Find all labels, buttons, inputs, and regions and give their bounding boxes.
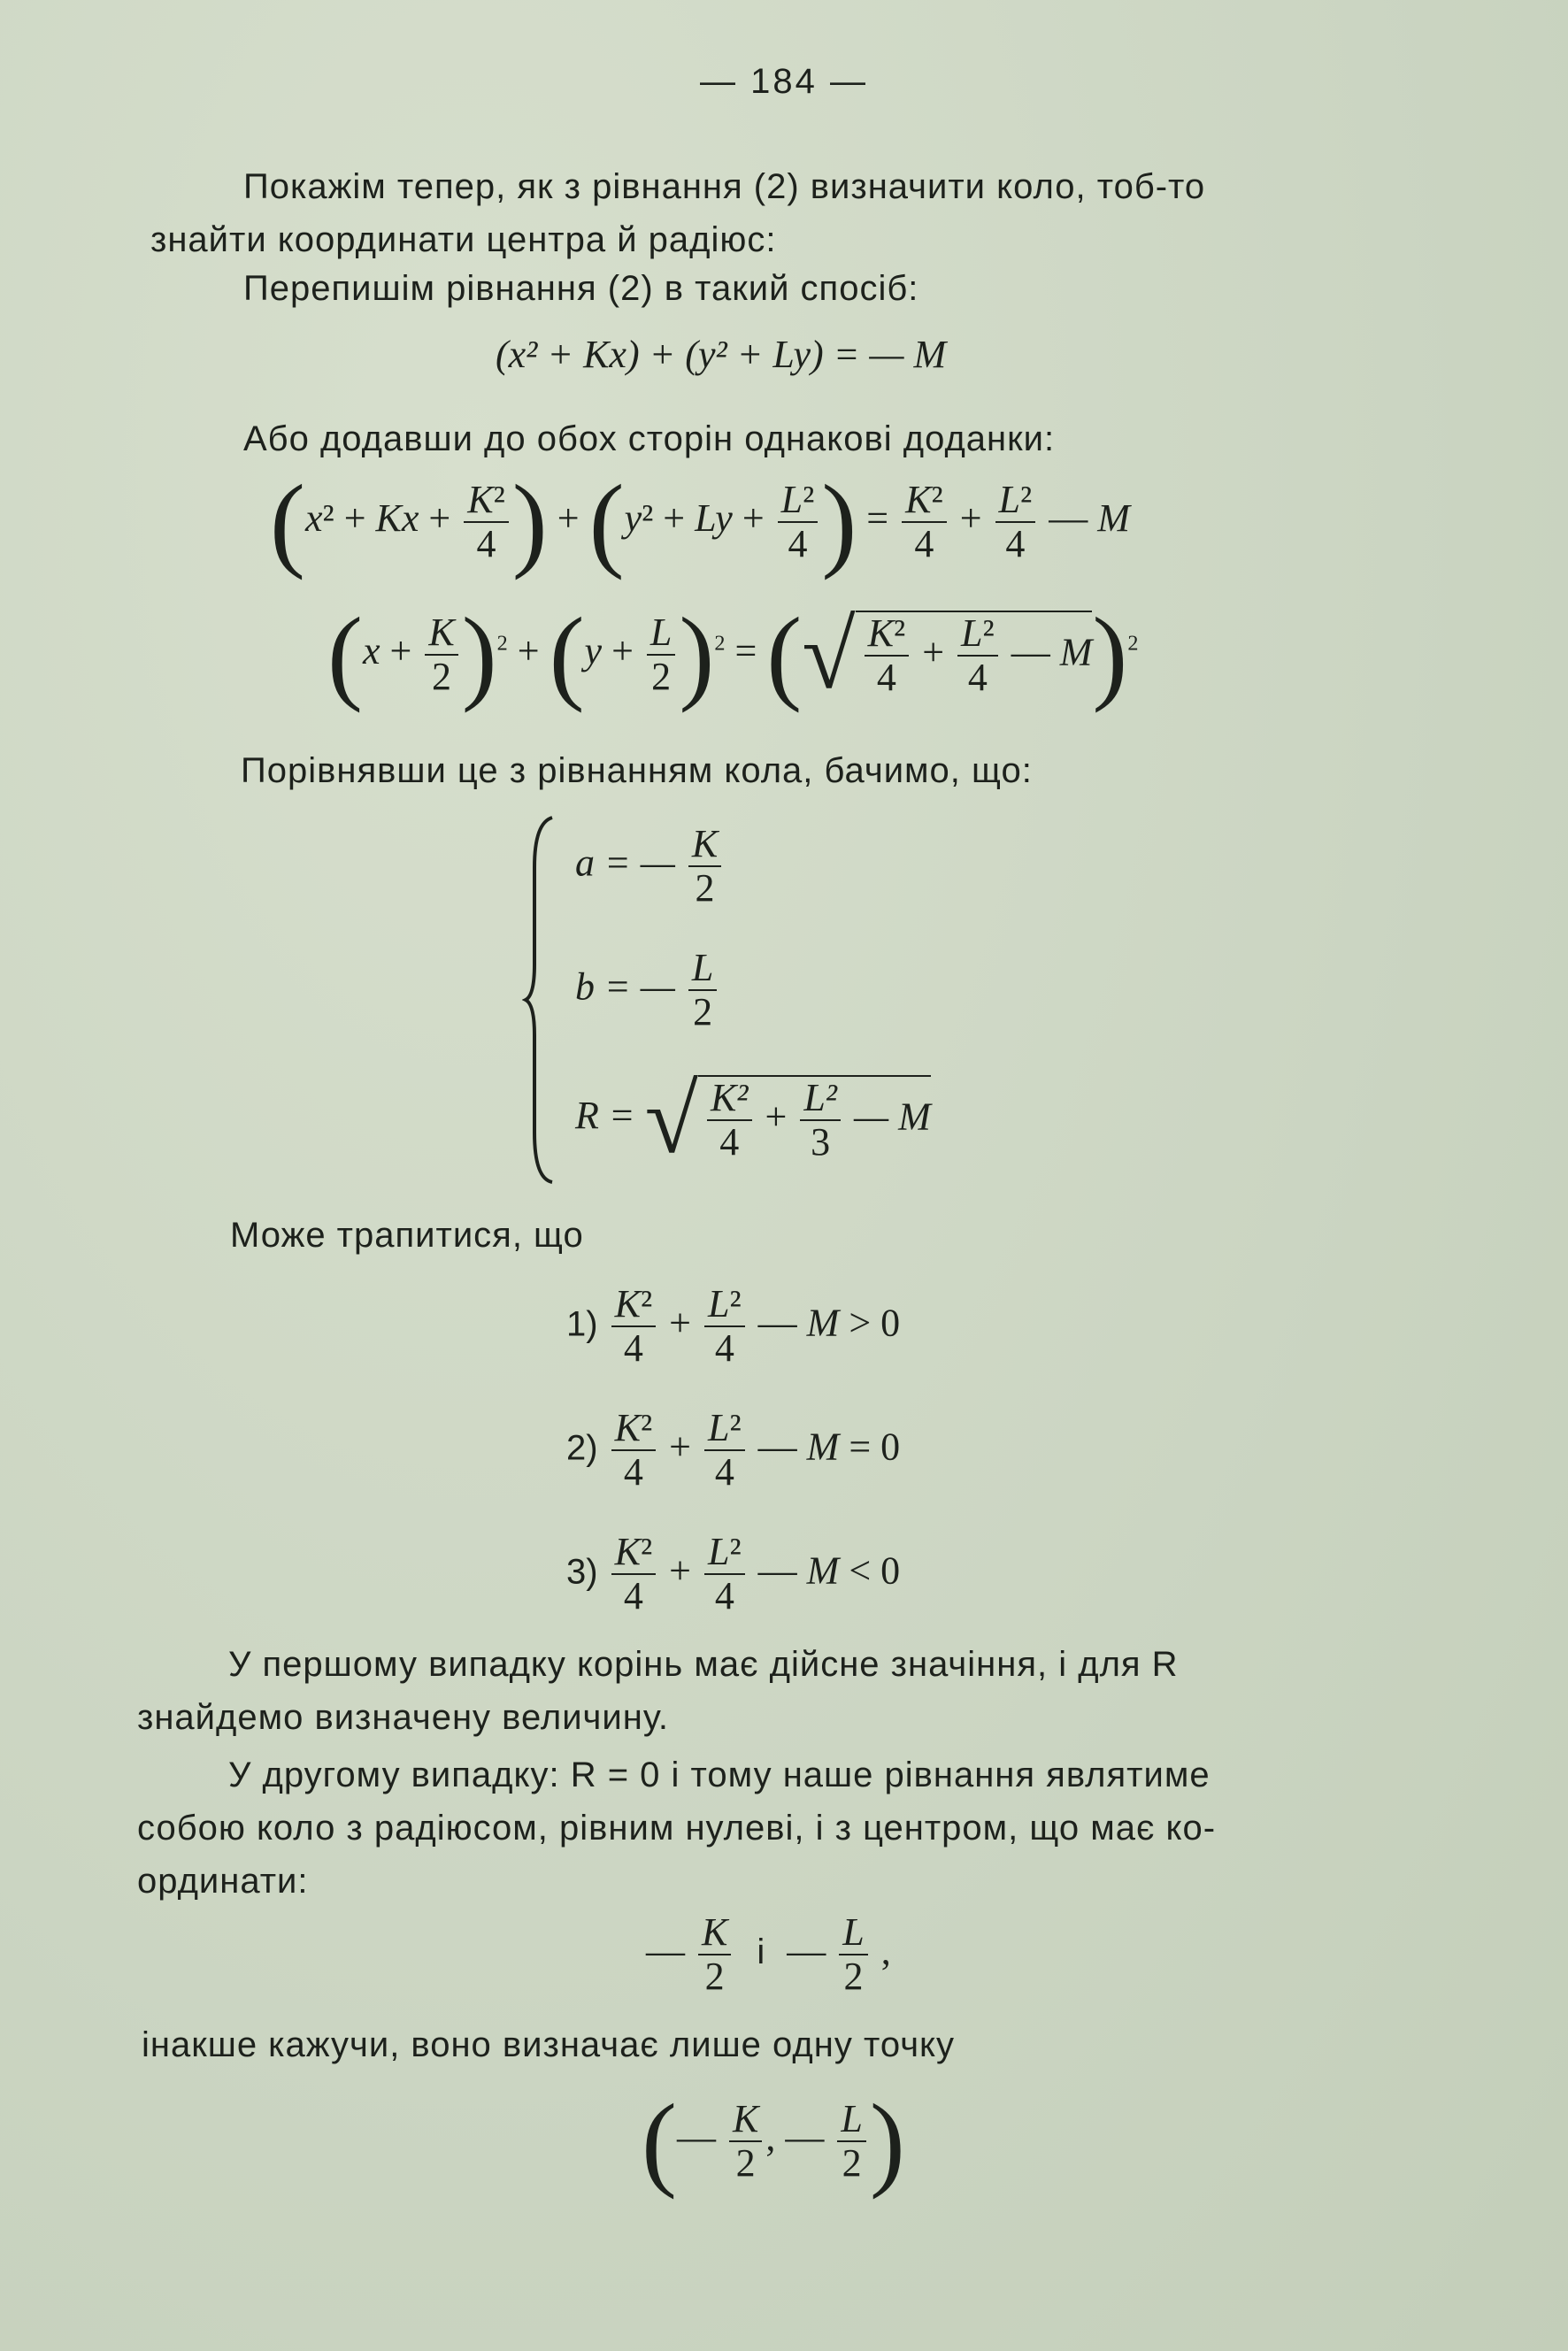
paragraph-4: Порівнявши це з рівнанням кола, бачимо, що: xyxy=(241,751,1033,790)
equation-2: (x² + Kx + $\frac{\text{K²}}{4}$ ) + (y² + Ly + $\frac{\text{L²}}{4}$ ) = $\frac{\text{K²}}{4}$ + $\frac{\text{L²}}{4}$ — M xyxy=(270,463,1130,580)
case-2-relation: = 0 xyxy=(849,1425,901,1469)
system-R-3: 3 xyxy=(811,1120,831,1164)
point-equation: (— $\frac{K}{2}$ , — $\frac{L}{2}$ ) xyxy=(642,2082,905,2200)
paragraph-2: Перепишім рівнання (2) в такий спосіб: xyxy=(243,269,919,308)
system-R-4: 4 xyxy=(719,1120,740,1164)
paragraph-8: інакше кажучи, воно визначає лише одну точку xyxy=(142,2025,955,2064)
paragraph-6-line-1: У першому випадку корінь має дійсне значіння, і для R xyxy=(228,1645,1179,1684)
system-b-lhs: b = — xyxy=(575,964,675,1009)
case-2: 2) $\frac{\text{K²}}{4}$ + $\frac{\text{L²}}{4}$ — M = 0 xyxy=(566,1406,901,1494)
system-a-lhs: a = — xyxy=(575,841,675,885)
system-b-numerator: L xyxy=(691,946,714,989)
coordinates-separator: і xyxy=(757,1932,765,1972)
paragraph-7-line-1: У другому випадку: R = 0 і тому наше рівнання являтиме xyxy=(228,1756,1211,1794)
paragraph-5: Може трапитися, що xyxy=(230,1216,584,1255)
paragraph-7-line-3: ординати: xyxy=(137,1862,309,1901)
case-2-number: 2) xyxy=(566,1428,598,1468)
system-b xyxy=(575,947,720,1034)
system-R: R = √ $\frac{\text{K²}}{4}$ + $\frac{\text{L²}}{3}$ — M xyxy=(575,1065,931,1173)
system-b-denominator: 2 xyxy=(693,990,713,1034)
case-1-number: 1) xyxy=(566,1304,598,1344)
case-3: 3) $\frac{\text{K²}}{4}$ + $\frac{\text{L²}}{4}$ — M < 0 xyxy=(566,1530,901,1618)
equation-1: (x² + Kx) + (y² + Ly) = — M xyxy=(496,333,947,376)
case-3-number: 3) xyxy=(566,1552,598,1592)
paragraph-3: Або додавши до обох сторін однакові доданки: xyxy=(243,419,1056,458)
center-coordinates: — $\frac{K}{2}$ і — $\frac{L}{2}$ , xyxy=(646,1910,891,1999)
system-R-lhs: R = xyxy=(575,1094,635,1138)
page-number: — 184 — xyxy=(700,62,868,101)
system-R-minus-m: — M xyxy=(854,1095,931,1139)
system-R-k2: K² xyxy=(710,1075,749,1119)
case-1: 1) $\frac{\text{K²}}{4}$ + $\frac{\text{L²}}{4}$ — M > 0 xyxy=(566,1282,901,1371)
case-3-relation: < 0 xyxy=(849,1548,901,1593)
equation-3: (x + $\frac{K}{2}$ )$^2$ + (y + $\frac{L}{2}$ )$^2$ = (√ $\frac{\text{K²}}{4}$ + $\frac{\text{L²}}{4}$ — M)$^2$ xyxy=(327,595,1139,713)
system-a-denominator: 2 xyxy=(695,866,715,910)
paragraph-1-line-2: знайти координати центра й радіюс: xyxy=(150,220,777,259)
paragraph-6-line-2: знайдемо визначену величину. xyxy=(137,1698,669,1737)
case-1-relation: > 0 xyxy=(849,1301,901,1345)
system-R-l2: L² xyxy=(803,1075,837,1119)
paragraph-1-line-1: Покажім тепер, як з рівнання (2) визначити коло, тоб-то xyxy=(243,167,1206,206)
system-a xyxy=(575,823,725,910)
system-a-numerator: K xyxy=(691,822,719,865)
paragraph-7-line-2: собою коло з радіюсом, рівним нулеві, і з центром, що має ко- xyxy=(137,1809,1217,1848)
system-brace xyxy=(522,814,557,1186)
